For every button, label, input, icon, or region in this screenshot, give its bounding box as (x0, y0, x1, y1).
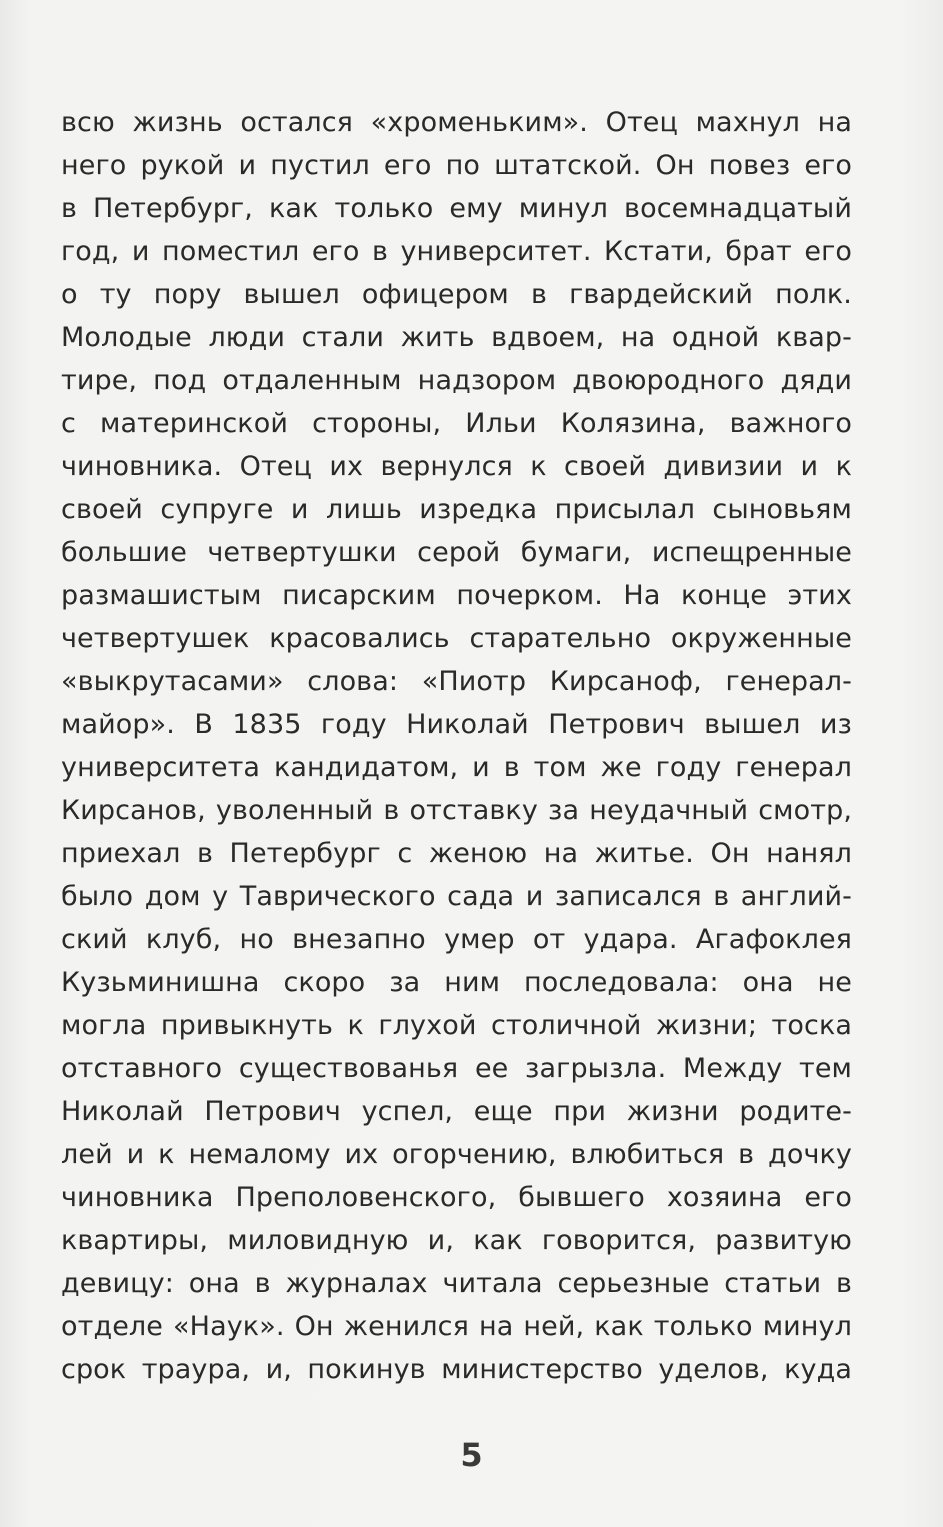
text-line: срок траура, и, покинув министерство уделов, куда (61, 1354, 852, 1385)
text-line: отставного существованья ее загрызла. Между тем (61, 1053, 852, 1084)
text-line: приехал в Петербург с женою на житье. Он нанял (61, 838, 852, 869)
text-line: отделе «Наук». Он женился на ней, как только минул (61, 1311, 852, 1342)
text-line: своей супруге и лишь изредка присылал сыновьям (61, 494, 852, 525)
text-line: с материнской стороны, Ильи Колязина, важного (61, 408, 852, 439)
text-line: четвертушек красовались старательно окруженные (61, 623, 852, 654)
body-text (61, 101, 852, 1391)
text-line: Кузьминишна скоро за ним последовала: она не (61, 967, 852, 998)
text-line: в Петербург, как только ему минул восемнадцатый (61, 193, 852, 224)
text-line: Молодые люди стали жить вдвоем, на одной квар- (61, 322, 852, 353)
text-line: девицу: она в журналах читала серьезные статьи в (61, 1268, 852, 1299)
text-line: большие четвертушки серой бумаги, испещренные (61, 537, 852, 568)
text-line: университета кандидатом, и в том же году генерал (61, 752, 852, 783)
text-line: всю жизнь остался «хроменьким». Отец махнул на (61, 107, 852, 138)
text-line: было дом у Таврического сада и записался в англий- (61, 881, 852, 912)
text-line: лей и к немалому их огорчению, влюбиться в дочку (61, 1139, 852, 1170)
page-number: 5 (460, 1436, 483, 1474)
text-line: квартиры, миловидную и, как говорится, развитую (61, 1225, 852, 1256)
text-line: год, и поместил его в университет. Кстати, брат его (61, 236, 852, 267)
text-line: него рукой и пустил его по штатской. Он повез его (61, 150, 852, 181)
text-line: чиновника Преполовенского, бывшего хозяина его (61, 1182, 852, 1213)
text-line: чиновника. Отец их вернулся к своей дивизии и к (61, 451, 852, 482)
text-line: Кирсанов, уволенный в отставку за неудачный смотр, (61, 795, 852, 826)
text-line: Николай Петрович успел, еще при жизни родите- (61, 1096, 852, 1127)
text-line: «выкрутасами» слова: «Пиотр Кирсаноф, генерал- (61, 666, 852, 697)
text-line: о ту пору вышел офицером в гвардейский полк. (61, 279, 852, 310)
text-line: тире, под отдаленным надзором двоюродного дяди (61, 365, 852, 396)
text-line: размашистым писарским почерком. На конце этих (61, 580, 852, 611)
text-line: могла привыкнуть к глухой столичной жизни; тоска (61, 1010, 852, 1041)
text-line: майор». В 1835 году Николай Петрович вышел из (61, 709, 852, 740)
text-line: ский клуб, но внезапно умер от удара. Агафоклея (61, 924, 852, 955)
